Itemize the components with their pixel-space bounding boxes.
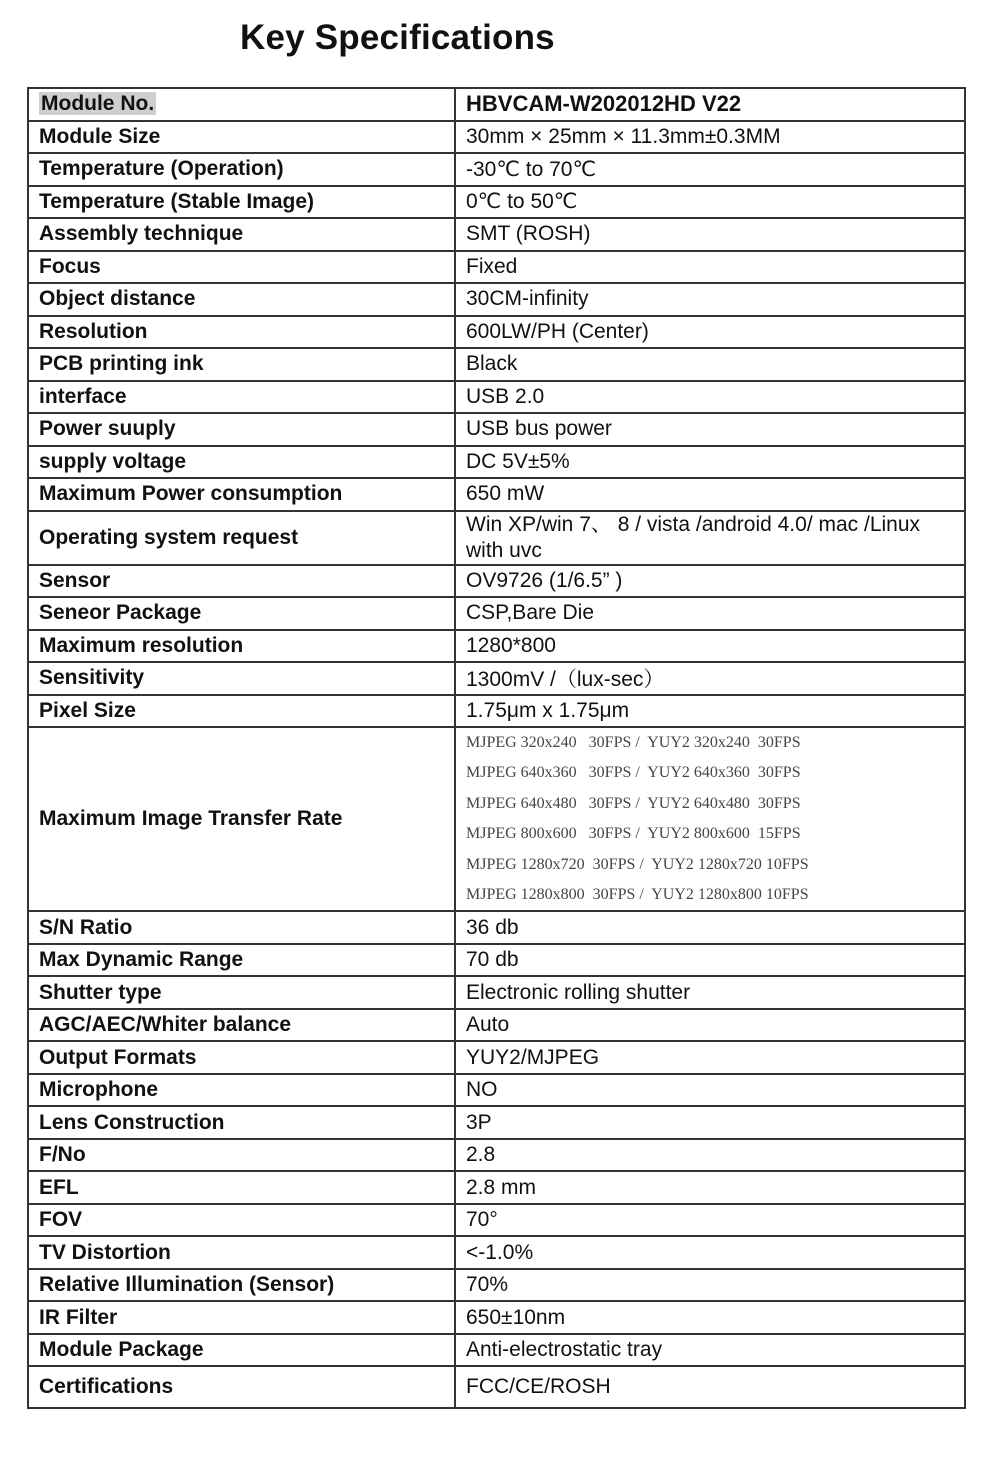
spec-value: OV9726 (1/6.5” )	[455, 565, 965, 598]
spec-label: Maximum resolution	[28, 630, 455, 663]
table-row	[28, 1106, 965, 1139]
table-row	[28, 565, 965, 598]
spec-value: USB bus power	[455, 413, 965, 446]
table-row	[28, 695, 965, 728]
spec-value: FCC/CE/ROSH	[455, 1366, 965, 1408]
table-row	[28, 911, 965, 944]
spec-label: Output Formats	[28, 1041, 455, 1074]
spec-value: 650±10nm	[455, 1301, 965, 1334]
spec-label: FOV	[28, 1204, 455, 1237]
table-row	[28, 478, 965, 511]
table-row	[28, 283, 965, 316]
spec-label: Lens Construction	[28, 1106, 455, 1139]
spec-label: supply voltage	[28, 446, 455, 479]
spec-label: Maximum Power consumption	[28, 478, 455, 511]
table-row	[28, 446, 965, 479]
module-no-value: HBVCAM-W202012HD V22	[455, 88, 965, 121]
spec-label: IR Filter	[28, 1301, 455, 1334]
table-row	[28, 413, 965, 446]
spec-value: -30℃ to 70℃	[455, 153, 965, 186]
spec-value: YUY2/MJPEG	[455, 1041, 965, 1074]
spec-value: 36 db	[455, 911, 965, 944]
spec-value: <-1.0%	[455, 1236, 965, 1269]
module-no-label: Module No.	[41, 92, 155, 116]
transfer-rate-line: MJPEG 640x480 30FPS / YUY2 640x480 30FPS	[466, 794, 801, 812]
table-row	[28, 1204, 965, 1237]
spec-label: Relative Illumination (Sensor)	[28, 1269, 455, 1302]
spec-value: 70 db	[455, 944, 965, 977]
table-row	[28, 251, 965, 284]
table-row	[28, 381, 965, 414]
table-row	[28, 186, 965, 219]
spec-value: Fixed	[455, 251, 965, 284]
table-row	[28, 218, 965, 251]
transfer-rate-line: MJPEG 800x600 30FPS / YUY2 800x600 15FPS	[466, 825, 801, 843]
spec-label: F/No	[28, 1139, 455, 1172]
spec-label: Object distance	[28, 283, 455, 316]
table-row	[28, 1041, 965, 1074]
spec-value: CSP,Bare Die	[455, 597, 965, 630]
spec-label: Max Dynamic Range	[28, 944, 455, 977]
table-row	[28, 1139, 965, 1172]
spec-value: 0℃ to 50℃	[455, 186, 965, 219]
spec-table	[27, 87, 966, 1409]
table-row	[28, 1009, 965, 1042]
spec-value: 30CM-infinity	[455, 283, 965, 316]
table-row	[28, 597, 965, 630]
table-row	[28, 1269, 965, 1302]
spec-label	[28, 88, 455, 121]
spec-value: 1300mV /（lux-sec）	[455, 662, 965, 695]
spec-value: 1.75μm x 1.75μm	[455, 695, 965, 728]
spec-label: EFL	[28, 1171, 455, 1204]
spec-value: 30mm × 25mm × 11.3mm±0.3MM	[455, 121, 965, 154]
spec-label: Resolution	[28, 316, 455, 349]
table-row	[28, 1171, 965, 1204]
table-row	[28, 348, 965, 381]
spec-label: Module Size	[28, 121, 455, 154]
transfer-rate-line: MJPEG 640x360 30FPS / YUY2 640x360 30FPS	[466, 764, 801, 782]
os-line-2: with uvc	[466, 538, 542, 562]
table-row	[28, 121, 965, 154]
spec-value: Auto	[455, 1009, 965, 1042]
spec-label: Sensor	[28, 565, 455, 598]
spec-label: Temperature (Operation)	[28, 153, 455, 186]
spec-value: 70°	[455, 1204, 965, 1237]
spec-label: Power suuply	[28, 413, 455, 446]
spec-value: 600LW/PH (Center)	[455, 316, 965, 349]
spec-label: Microphone	[28, 1074, 455, 1107]
spec-label: Seneor Package	[28, 597, 455, 630]
table-row	[28, 1236, 965, 1269]
spec-label: Module Package	[28, 1334, 455, 1367]
spec-label: Certifications	[28, 1366, 455, 1408]
page-title: Key Specifications	[240, 18, 555, 57]
spec-value: SMT (ROSH)	[455, 218, 965, 251]
table-row	[28, 976, 965, 1009]
spec-label: TV Distortion	[28, 1236, 455, 1269]
os-line-1: Win XP/win 7、 8 / vista /android 4.0/ mac /Linux	[466, 512, 921, 536]
spec-label: Shutter type	[28, 976, 455, 1009]
spec-value: Anti-electrostatic tray	[455, 1334, 965, 1367]
transfer-rate-line: MJPEG 1280x800 30FPS / YUY2 1280x800 10FPS	[466, 885, 809, 903]
spec-label: Assembly technique	[28, 218, 455, 251]
transfer-rate-line: MJPEG 1280x720 30FPS / YUY2 1280x720 10FPS	[466, 855, 809, 873]
table-row	[28, 316, 965, 349]
table-row	[28, 944, 965, 977]
spec-label: PCB printing ink	[28, 348, 455, 381]
spec-label: Maximum Image Transfer Rate	[28, 727, 455, 911]
spec-label: S/N Ratio	[28, 911, 455, 944]
transfer-rate-line: MJPEG 320x240 30FPS / YUY2 320x240 30FPS	[466, 734, 801, 751]
table-row	[28, 662, 965, 695]
table-row	[28, 1366, 965, 1408]
spec-value: NO	[455, 1074, 965, 1107]
table-row	[28, 1301, 965, 1334]
transfer-rate-list	[455, 727, 965, 911]
table-row	[28, 511, 965, 565]
spec-value: 1280*800	[455, 630, 965, 663]
spec-value: USB 2.0	[455, 381, 965, 414]
table-row	[28, 1334, 965, 1367]
spec-label: AGC/AEC/Whiter balance	[28, 1009, 455, 1042]
table-row	[28, 153, 965, 186]
spec-label: Temperature (Stable Image)	[28, 186, 455, 219]
table-row	[28, 727, 965, 911]
table-row	[28, 1074, 965, 1107]
spec-value: 70%	[455, 1269, 965, 1302]
table-row	[28, 630, 965, 663]
spec-label: Pixel Size	[28, 695, 455, 728]
spec-label: Operating system request	[28, 511, 455, 565]
spec-value: DC 5V±5%	[455, 446, 965, 479]
spec-value	[455, 511, 965, 565]
spec-label: interface	[28, 381, 455, 414]
spec-value: Electronic rolling shutter	[455, 976, 965, 1009]
spec-value: 2.8	[455, 1139, 965, 1172]
spec-value: Black	[455, 348, 965, 381]
spec-value: 650 mW	[455, 478, 965, 511]
spec-label: Sensitivity	[28, 662, 455, 695]
spec-label: Focus	[28, 251, 455, 284]
spec-value: 3P	[455, 1106, 965, 1139]
spec-value: 2.8 mm	[455, 1171, 965, 1204]
table-row	[28, 88, 965, 121]
